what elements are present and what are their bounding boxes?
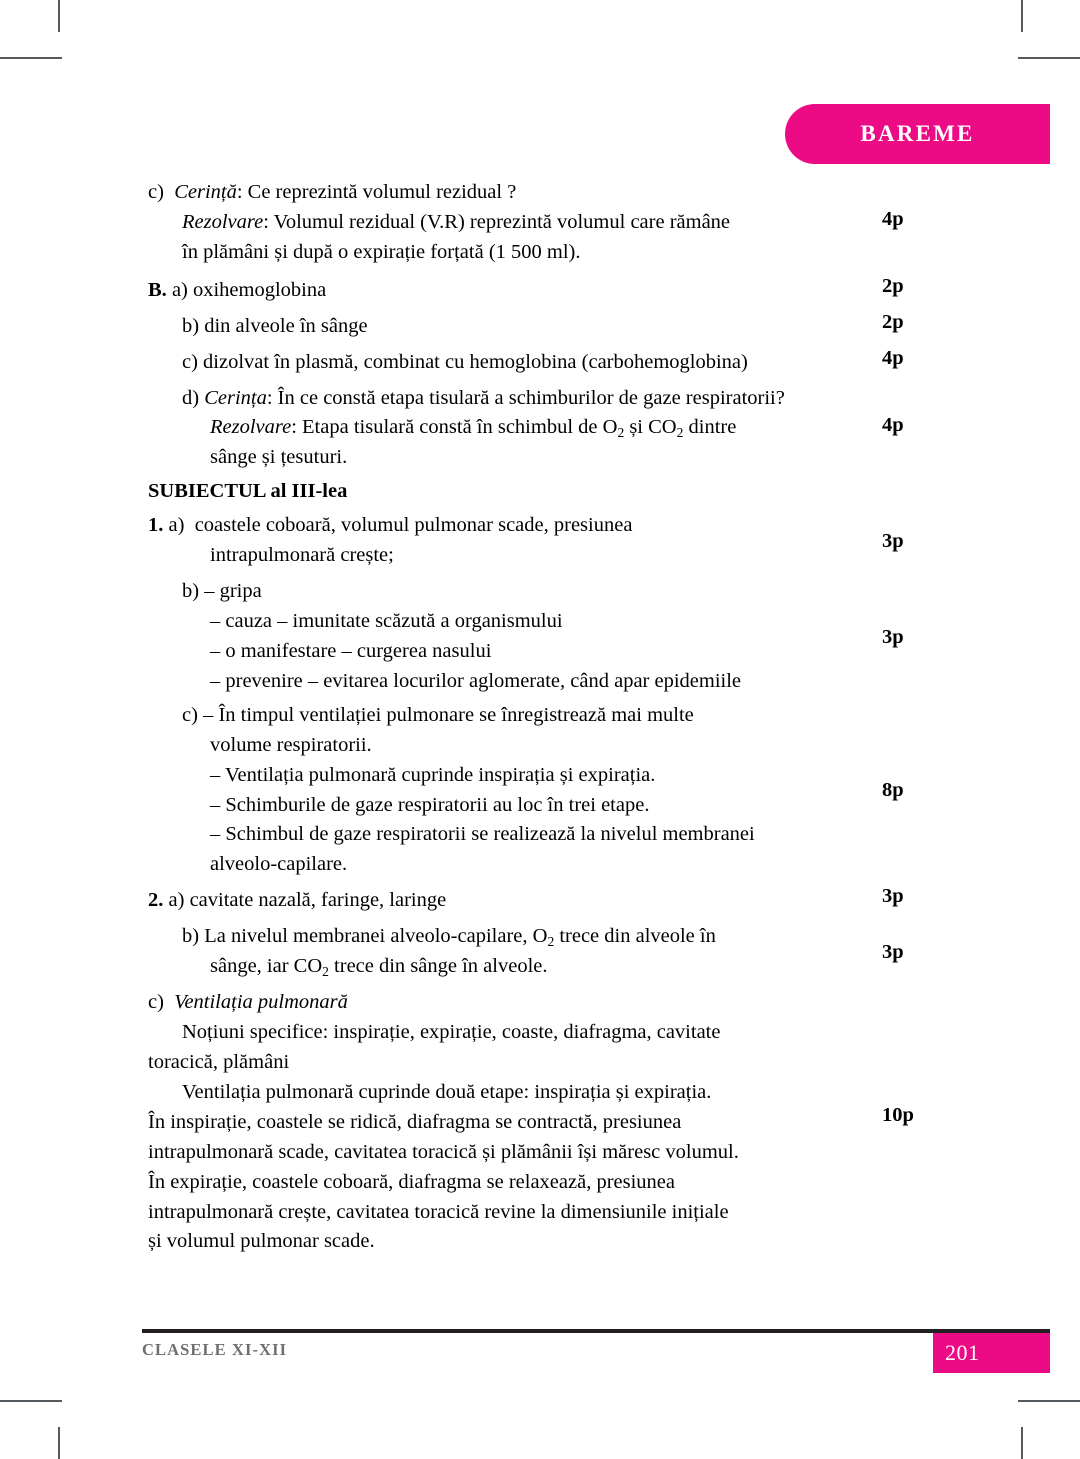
- block-2b-line2: [210, 952, 860, 982]
- answer-block-2c: [148, 988, 914, 1257]
- block-2b-line1: [182, 922, 860, 952]
- block-B-d-rezolvare-line1: [210, 413, 860, 443]
- answer-block-B-b-text: [148, 312, 860, 342]
- block-2c-notions-line2: toracică, plămâni: [148, 1050, 290, 1073]
- crop-mark-top-left-vertical: [58, 0, 60, 32]
- block-B-b-label: b) din alveole în sânge: [182, 314, 368, 337]
- block-1b-lead-text: – gripa: [204, 580, 262, 603]
- block-2b-sub-2: 2: [322, 963, 329, 979]
- block-2a-points: 3p: [882, 885, 904, 908]
- answer-block-c: [148, 178, 910, 268]
- block-2b-text1-pre: La nivelul membranei alveolo-capilare, O: [204, 925, 548, 948]
- crop-mark-top-right-vertical: [1021, 0, 1023, 32]
- footer-page-box: [933, 1333, 1050, 1373]
- block-2c-body-line3: intrapulmonară scade, cavitatea toracică și plămânii își măresc volumul.: [148, 1140, 739, 1163]
- crop-mark-bottom-left-vertical: [58, 1427, 60, 1459]
- crop-mark-bottom-right-vertical: [1021, 1427, 1023, 1459]
- answer-block-1a: [148, 511, 910, 571]
- block-1c-bullet-3: – Schimbul de gaze respiratorii se realizează la nivelul membranei: [210, 823, 755, 846]
- crop-mark-top-left-horizontal: [0, 57, 62, 59]
- crop-mark-bottom-left-horizontal: [0, 1400, 62, 1402]
- block-2b-label: b): [182, 925, 200, 948]
- subject-heading: SUBIECTUL al III-lea: [148, 480, 348, 503]
- answer-block-c-text: [148, 178, 860, 268]
- answer-block-B-d-text: [148, 384, 860, 474]
- footer-divider: [142, 1329, 1050, 1333]
- block-1b-lead: [182, 577, 860, 607]
- block-B-d-rezolvare-pre: : Etapa tisulară constă în schimbul de O: [291, 416, 618, 439]
- bareme-header-badge: [785, 104, 1050, 164]
- block-1a-text1: coastele coboară, volumul pulmonar scade, presiunea: [194, 514, 633, 537]
- page-content: [148, 178, 914, 1257]
- block-c-rezolvare-text1: : Volumul rezidual (V.R) reprezintă volumul care rămâne: [263, 210, 731, 233]
- block-2c-notions-line1: Noțiuni specifice: inspirație, expirație, coaste, diafragma, cavitate: [182, 1020, 721, 1043]
- block-2-marker: 2.: [148, 889, 164, 912]
- block-c-rezolvare-line2: în plămâni și după o expirație forțată (1 500 ml).: [182, 240, 581, 263]
- block-c-cerinta-text: : Ce reprezintă volumul rezidual ?: [236, 181, 517, 203]
- answer-block-B-b: [148, 312, 910, 342]
- block-2a-text: cavitate nazală, faringe, laringe: [189, 889, 447, 912]
- block-1c-bullet-1: – Ventilația pulmonară cuprinde inspirația și expirația.: [210, 763, 656, 786]
- answer-block-1c-text: [148, 701, 860, 881]
- answer-block-2b-text: [148, 922, 860, 982]
- block-B-b-points: 2p: [882, 310, 904, 333]
- answer-block-B-d: [148, 384, 910, 474]
- answer-block-B-c: [148, 348, 910, 378]
- answer-block-2a: [148, 886, 910, 916]
- block-1a-line1: [148, 511, 860, 541]
- block-1b-bullet-1: – cauza – imunitate scăzută a organismului: [210, 609, 563, 632]
- block-2c-body-line1: Ventilația pulmonară cuprinde două etape: inspirația și expirația.: [182, 1080, 712, 1103]
- block-1a-label: a): [168, 514, 185, 537]
- block-2c-label: c): [148, 991, 164, 1014]
- block-c-rezolvare-line1: [182, 208, 860, 238]
- block-B-a-points: 2p: [882, 274, 904, 297]
- block-1b-label: b): [182, 580, 200, 603]
- block-2b-text2-pre: sânge, iar CO: [210, 955, 323, 978]
- block-B-a-line: [148, 276, 860, 306]
- block-2c-points: 10p: [882, 1104, 914, 1127]
- block-1a-points: 3p: [882, 529, 904, 552]
- answer-block-B-c-text: [148, 348, 860, 378]
- block-1-marker: 1.: [148, 514, 164, 537]
- block-1c-lead-line1: [182, 701, 860, 731]
- block-1b-bullet-3: – prevenire – evitarea locurilor aglomerate, când apar epidemiile: [210, 669, 742, 692]
- block-1c-points: 8p: [882, 779, 904, 802]
- block-c-cerinta-line: [148, 178, 860, 208]
- block-B-d-rezolvare-post: dintre: [683, 416, 737, 439]
- block-c-marker: c): [148, 181, 164, 203]
- footer-class-label: CLASELE XI-XII: [142, 1340, 288, 1359]
- answer-block-1b-text: [148, 577, 860, 697]
- answer-block-B-a-text: [148, 276, 860, 306]
- crop-mark-bottom-right-horizontal: [1018, 1400, 1080, 1402]
- block-1b-bullet-2: – o manifestare – curgerea nasului: [210, 639, 492, 662]
- block-B-d-cerinta-text: : În ce constă etapa tisulară a schimburilor de gaze respiratorii?: [266, 386, 785, 409]
- block-B-d-rezolvare-label: Rezolvare: [210, 416, 292, 439]
- block-c-cerinta-label: Cerință: [174, 181, 237, 203]
- block-2a-label: a): [168, 889, 185, 912]
- answer-block-2b: [148, 922, 910, 982]
- block-2c-body-line2: În inspirație, coastele se ridică, diafragma se contractă, presiunea: [148, 1110, 682, 1133]
- block-1b-points: 3p: [882, 625, 904, 648]
- block-B-d-marker: d): [182, 386, 200, 409]
- answer-block-1b: [148, 577, 910, 697]
- answer-block-B-a: [148, 276, 910, 306]
- block-c-points: 4p: [882, 208, 904, 230]
- block-B-d-sub-2: 2: [676, 425, 684, 441]
- block-2c-body-line4: În expirație, coastele coboară, diafragma se relaxează, presiunea: [148, 1170, 676, 1193]
- block-1c-lead-text1: – În timpul ventilației pulmonare se înregistrează mai multe: [203, 703, 694, 726]
- block-2b-sub-1: 2: [547, 933, 555, 949]
- block-B-d-points: 4p: [882, 413, 904, 436]
- block-B-c-label: c) dizolvat în plasmă, combinat cu hemoglobina (carbohemoglobina): [182, 350, 748, 373]
- block-2b-text1-post: trece din alveole în: [554, 925, 716, 948]
- block-2c-title-line: [148, 988, 860, 1018]
- footer-page-number: 201: [945, 1340, 980, 1365]
- block-c-rezolvare-label: Rezolvare: [182, 210, 264, 233]
- block-1c-bullet-3-cont: alveolo-capilare.: [210, 853, 348, 876]
- block-2b-text2-post: trece din sânge în alveole.: [328, 955, 548, 978]
- block-B-c-points: 4p: [882, 346, 904, 369]
- answer-block-1a-text: [148, 511, 860, 571]
- block-2c-title: Ventilația pulmonară: [174, 991, 348, 1014]
- block-2c-body-line5: intrapulmonară crește, cavitatea toracică revine la dimensiunile inițiale: [148, 1200, 729, 1223]
- answer-block-1c: [148, 701, 910, 881]
- block-B-d-rezolvare-mid: și CO: [624, 416, 677, 439]
- block-1c-label: c): [182, 703, 198, 726]
- answer-block-2c-text: [148, 988, 860, 1257]
- block-2b-points: 3p: [882, 940, 904, 963]
- block-B-marker: B.: [148, 278, 167, 301]
- block-2c-body-line6: și volumul pulmonar scade.: [148, 1230, 375, 1253]
- bareme-header-label: BAREME: [860, 121, 975, 146]
- block-B-d-sub-1: 2: [617, 425, 625, 441]
- block-1c-bullet-2: – Schimburile de gaze respiratorii au loc în trei etape.: [210, 793, 650, 816]
- block-2a-line: [148, 886, 860, 916]
- block-B-d-cerinta-line: [182, 384, 860, 414]
- block-B-d-cerinta-label: Cerința: [204, 386, 267, 409]
- block-1a-line2: intrapulmonară crește;: [210, 544, 394, 567]
- block-B-a-label: a) oxihemoglobina: [171, 278, 327, 301]
- answer-block-2a-text: [148, 886, 860, 916]
- block-B-d-rezolvare-line2: sânge și țesuturi.: [210, 446, 348, 469]
- crop-mark-top-right-horizontal: [1018, 57, 1080, 59]
- block-1c-lead-line2: volume respiratorii.: [210, 733, 372, 756]
